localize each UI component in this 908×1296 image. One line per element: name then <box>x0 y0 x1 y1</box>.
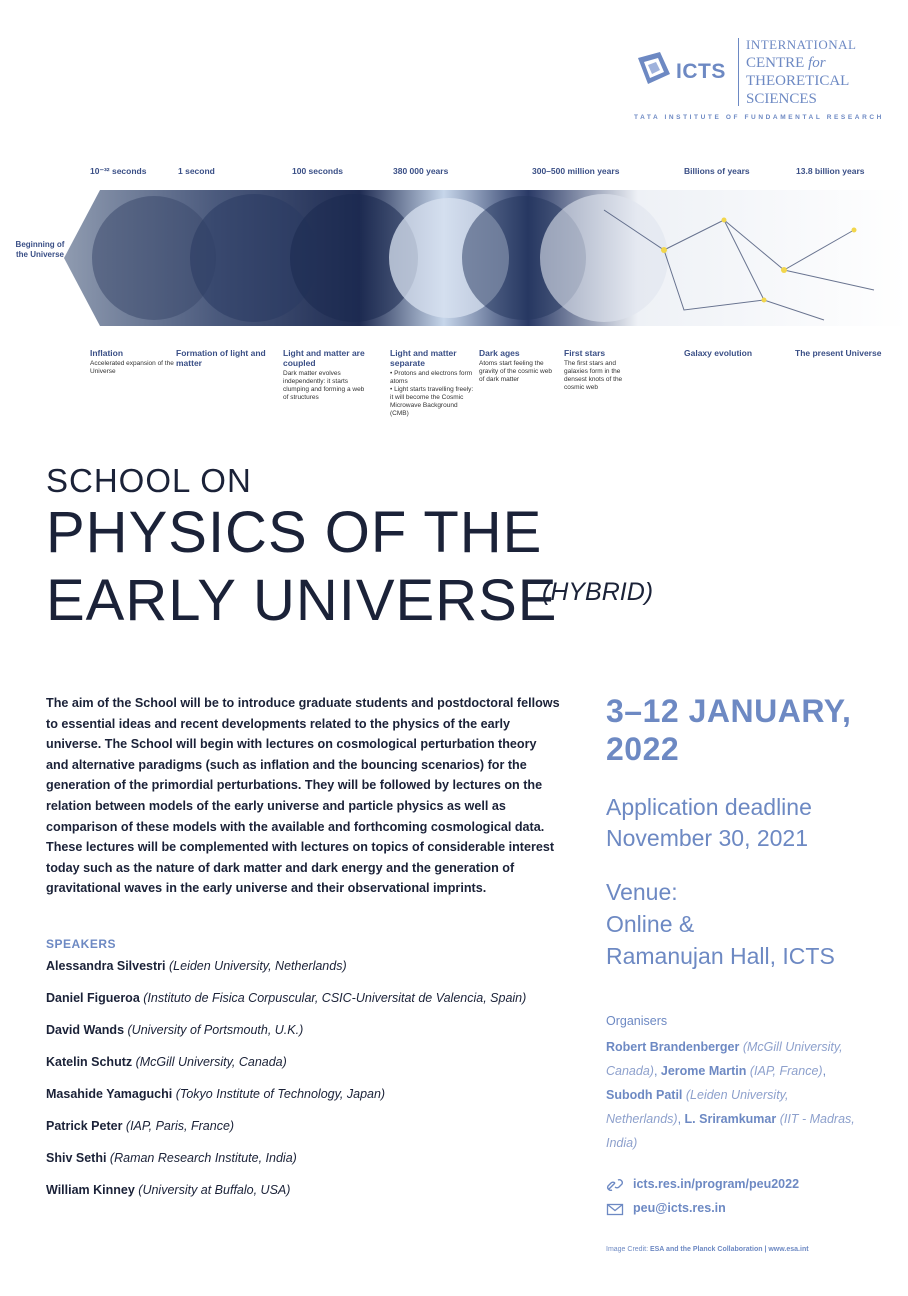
speaker-name: William Kinney <box>46 1183 135 1197</box>
speaker-item <box>46 956 566 988</box>
speaker-item <box>46 1116 566 1148</box>
program-link[interactable]: icts.res.in/program/peu2022 <box>633 1177 800 1191</box>
speaker-name: Daniel Figueroa <box>46 991 140 1005</box>
stage-title: Galaxy evolution <box>684 348 753 358</box>
stage-desc: Atoms start feeling the gravity of the cosmic web of dark matter <box>479 360 552 383</box>
speaker-affiliation: (University at Buffalo, USA) <box>138 1183 291 1197</box>
speaker-name: Alessandra Silvestri <box>46 959 166 973</box>
timeline-time-1: 1 second <box>178 166 215 176</box>
stage-galaxy-evolution <box>684 348 784 360</box>
logo-tagline: TATA INSTITUTE OF FUNDAMENTAL RESEARCH <box>634 114 884 121</box>
image-credit <box>606 1246 809 1253</box>
logo-line2b: for <box>808 55 826 71</box>
stage-coupled <box>283 348 369 402</box>
organiser-name: Jerome Martin <box>660 1064 747 1078</box>
link-icon <box>606 1178 624 1192</box>
stage-separate <box>390 348 476 418</box>
title-line2: PHYSICS OF THE <box>46 500 543 565</box>
event-dates <box>606 692 896 768</box>
venue <box>606 876 896 972</box>
stage-title: Light and matter are coupled <box>283 348 365 368</box>
timeline-time-4: 300–500 million years <box>532 166 620 176</box>
venue-line2: Online & <box>606 911 695 937</box>
credit-prefix: Image Credit: <box>606 1246 650 1253</box>
speaker-affiliation: (IAP, Paris, France) <box>125 1119 235 1133</box>
logo-acronym: ICTS <box>676 60 726 83</box>
speaker-item <box>46 1084 566 1116</box>
credit-text: ESA and the Planck Collaboration | www.esa.int <box>649 1246 809 1253</box>
universe-timeline-illustration <box>64 190 908 326</box>
application-deadline <box>606 792 896 854</box>
organisers-heading: Organisers <box>606 1014 668 1028</box>
speaker-affiliation: (University of Portsmouth, U.K.) <box>127 1023 304 1037</box>
speaker-item <box>46 1052 566 1084</box>
logo-name <box>746 36 856 108</box>
venue-line3: Ramanujan Hall, ICTS <box>606 943 835 969</box>
stage-desc: Dark matter evolves independently: it starts clumping and forming a web of structures <box>283 370 365 401</box>
contact-url-row <box>606 1177 799 1192</box>
speaker-item <box>46 1180 566 1212</box>
stage-desc: Accelerated expansion of the Universe <box>90 360 174 375</box>
contact-email-row <box>606 1201 726 1216</box>
speaker-affiliation: (Leiden University, Netherlands) <box>169 959 347 973</box>
stage-title: First stars <box>564 348 606 358</box>
logo-line2 <box>746 54 856 72</box>
logo-line1: INTERNATIONAL <box>746 37 857 52</box>
organiser-affiliation: (Leiden University, Netherlands) <box>606 1088 789 1126</box>
logo-line2a: CENTRE <box>746 55 809 71</box>
stage-title: The present Universe <box>795 348 882 358</box>
stage-title: Inflation <box>90 348 124 358</box>
speaker-affiliation: (Raman Research Institute, India) <box>109 1151 297 1165</box>
speaker-name: Masahide Yamaguchi <box>46 1087 173 1101</box>
speaker-item <box>46 988 566 1020</box>
speaker-name: Shiv Sethi <box>46 1151 107 1165</box>
speaker-name: David Wands <box>46 1023 125 1037</box>
speaker-affiliation: (Instituto de Fisica Corpuscular, CSIC-Universitat de Valencia, Spain) <box>143 991 527 1005</box>
timeline-begin-label: Beginning of the Universe <box>15 240 65 259</box>
email-link[interactable]: peu@icts.res.in <box>633 1201 726 1215</box>
deadline-date: November 30, 2021 <box>606 825 809 851</box>
speaker-item <box>46 1148 566 1180</box>
abstract-text: The aim of the School will be to introduce graduate students and postdoctoral fellows to essential ideas and recent developments related to the physics of the early universe. The School will begin with lectures on cosmological perturbation theory and alternative paradigms (such as inflation and the bouncing scenarios) for the generation of the primordial perturbations. They will be followed by lectures on the relation between models of the early universe and particle physics as well as comparison of these models with the available and forthcoming cosmological data. These lectures will be complemented with lectures on topics of considerable interest today such as the nature of dark matter and dark energy and the generation of gravitational waves in the early universe and their observational imprints. <box>46 696 560 896</box>
logo-divider <box>738 38 739 106</box>
speaker-affiliation: (Tokyo Institute of Technology, Japan) <box>175 1087 386 1101</box>
speakers-heading: SPEAKERS <box>46 937 117 951</box>
timeline-time-3: 380 000 years <box>393 166 449 176</box>
stage-title: Formation of light and matter <box>176 348 266 368</box>
stage-desc: • Protons and electrons form atoms • Light starts travelling freely: it will become the Cosmic Microwave Background (CMB) <box>390 370 474 417</box>
stage-desc: The first stars and galaxies form in the densest knots of the cosmic web <box>564 360 623 391</box>
email-icon <box>606 1202 624 1216</box>
speakers-list <box>46 956 566 1212</box>
timeline-time-2: 100 seconds <box>292 166 344 176</box>
title-hybrid-tag: (HYBRID) <box>542 578 654 606</box>
organiser-name: Robert Brandenberger <box>606 1040 740 1054</box>
organiser-affiliation: (McGill University, Canada) <box>606 1040 843 1078</box>
dates-line1: 3–12 JANUARY, <box>606 693 852 729</box>
logo-line4: SCIENCES <box>746 91 817 107</box>
speaker-affiliation: (McGill University, Canada) <box>135 1055 287 1069</box>
logo-line3: THEORETICAL <box>746 73 850 89</box>
speaker-name: Katelin Schutz <box>46 1055 133 1069</box>
timeline-time-5: Billions of years <box>684 166 750 176</box>
timeline-time-6: 13.8 billion years <box>796 166 865 176</box>
stage-present <box>795 348 901 360</box>
organiser-name: Subodh Patil <box>606 1088 683 1102</box>
stage-formation <box>176 348 266 370</box>
venue-label: Venue: <box>606 879 678 905</box>
stage-first-stars <box>564 348 640 392</box>
stage-inflation <box>90 348 190 376</box>
organisers-list: Robert Brandenberger (McGill University, Canada), Jerome Martin (IAP, France), Subodh Patil (Leiden University, Netherlands), L. Sriramkumar (IIT - Madras, India) <box>606 1040 855 1150</box>
organiser-name: L. Sriramkumar <box>684 1112 777 1126</box>
icts-logo-icon <box>634 48 674 88</box>
title-line3: EARLY UNIVERSE <box>46 568 558 633</box>
stage-dark-ages <box>479 348 555 384</box>
stage-title: Light and matter separate <box>390 348 457 368</box>
stage-title: Dark ages <box>479 348 520 358</box>
dates-line2: 2022 <box>606 731 680 767</box>
speaker-name: Patrick Peter <box>46 1119 123 1133</box>
speaker-item <box>46 1020 566 1052</box>
deadline-label: Application deadline <box>606 794 812 820</box>
title-line1: SCHOOL ON <box>46 462 252 499</box>
organiser-affiliation: (IIT - Madras, India) <box>606 1112 855 1150</box>
icts-logo <box>634 36 884 126</box>
timeline-time-0: 10⁻³² seconds <box>90 166 147 176</box>
organiser-affiliation: (IAP, France) <box>749 1064 823 1078</box>
